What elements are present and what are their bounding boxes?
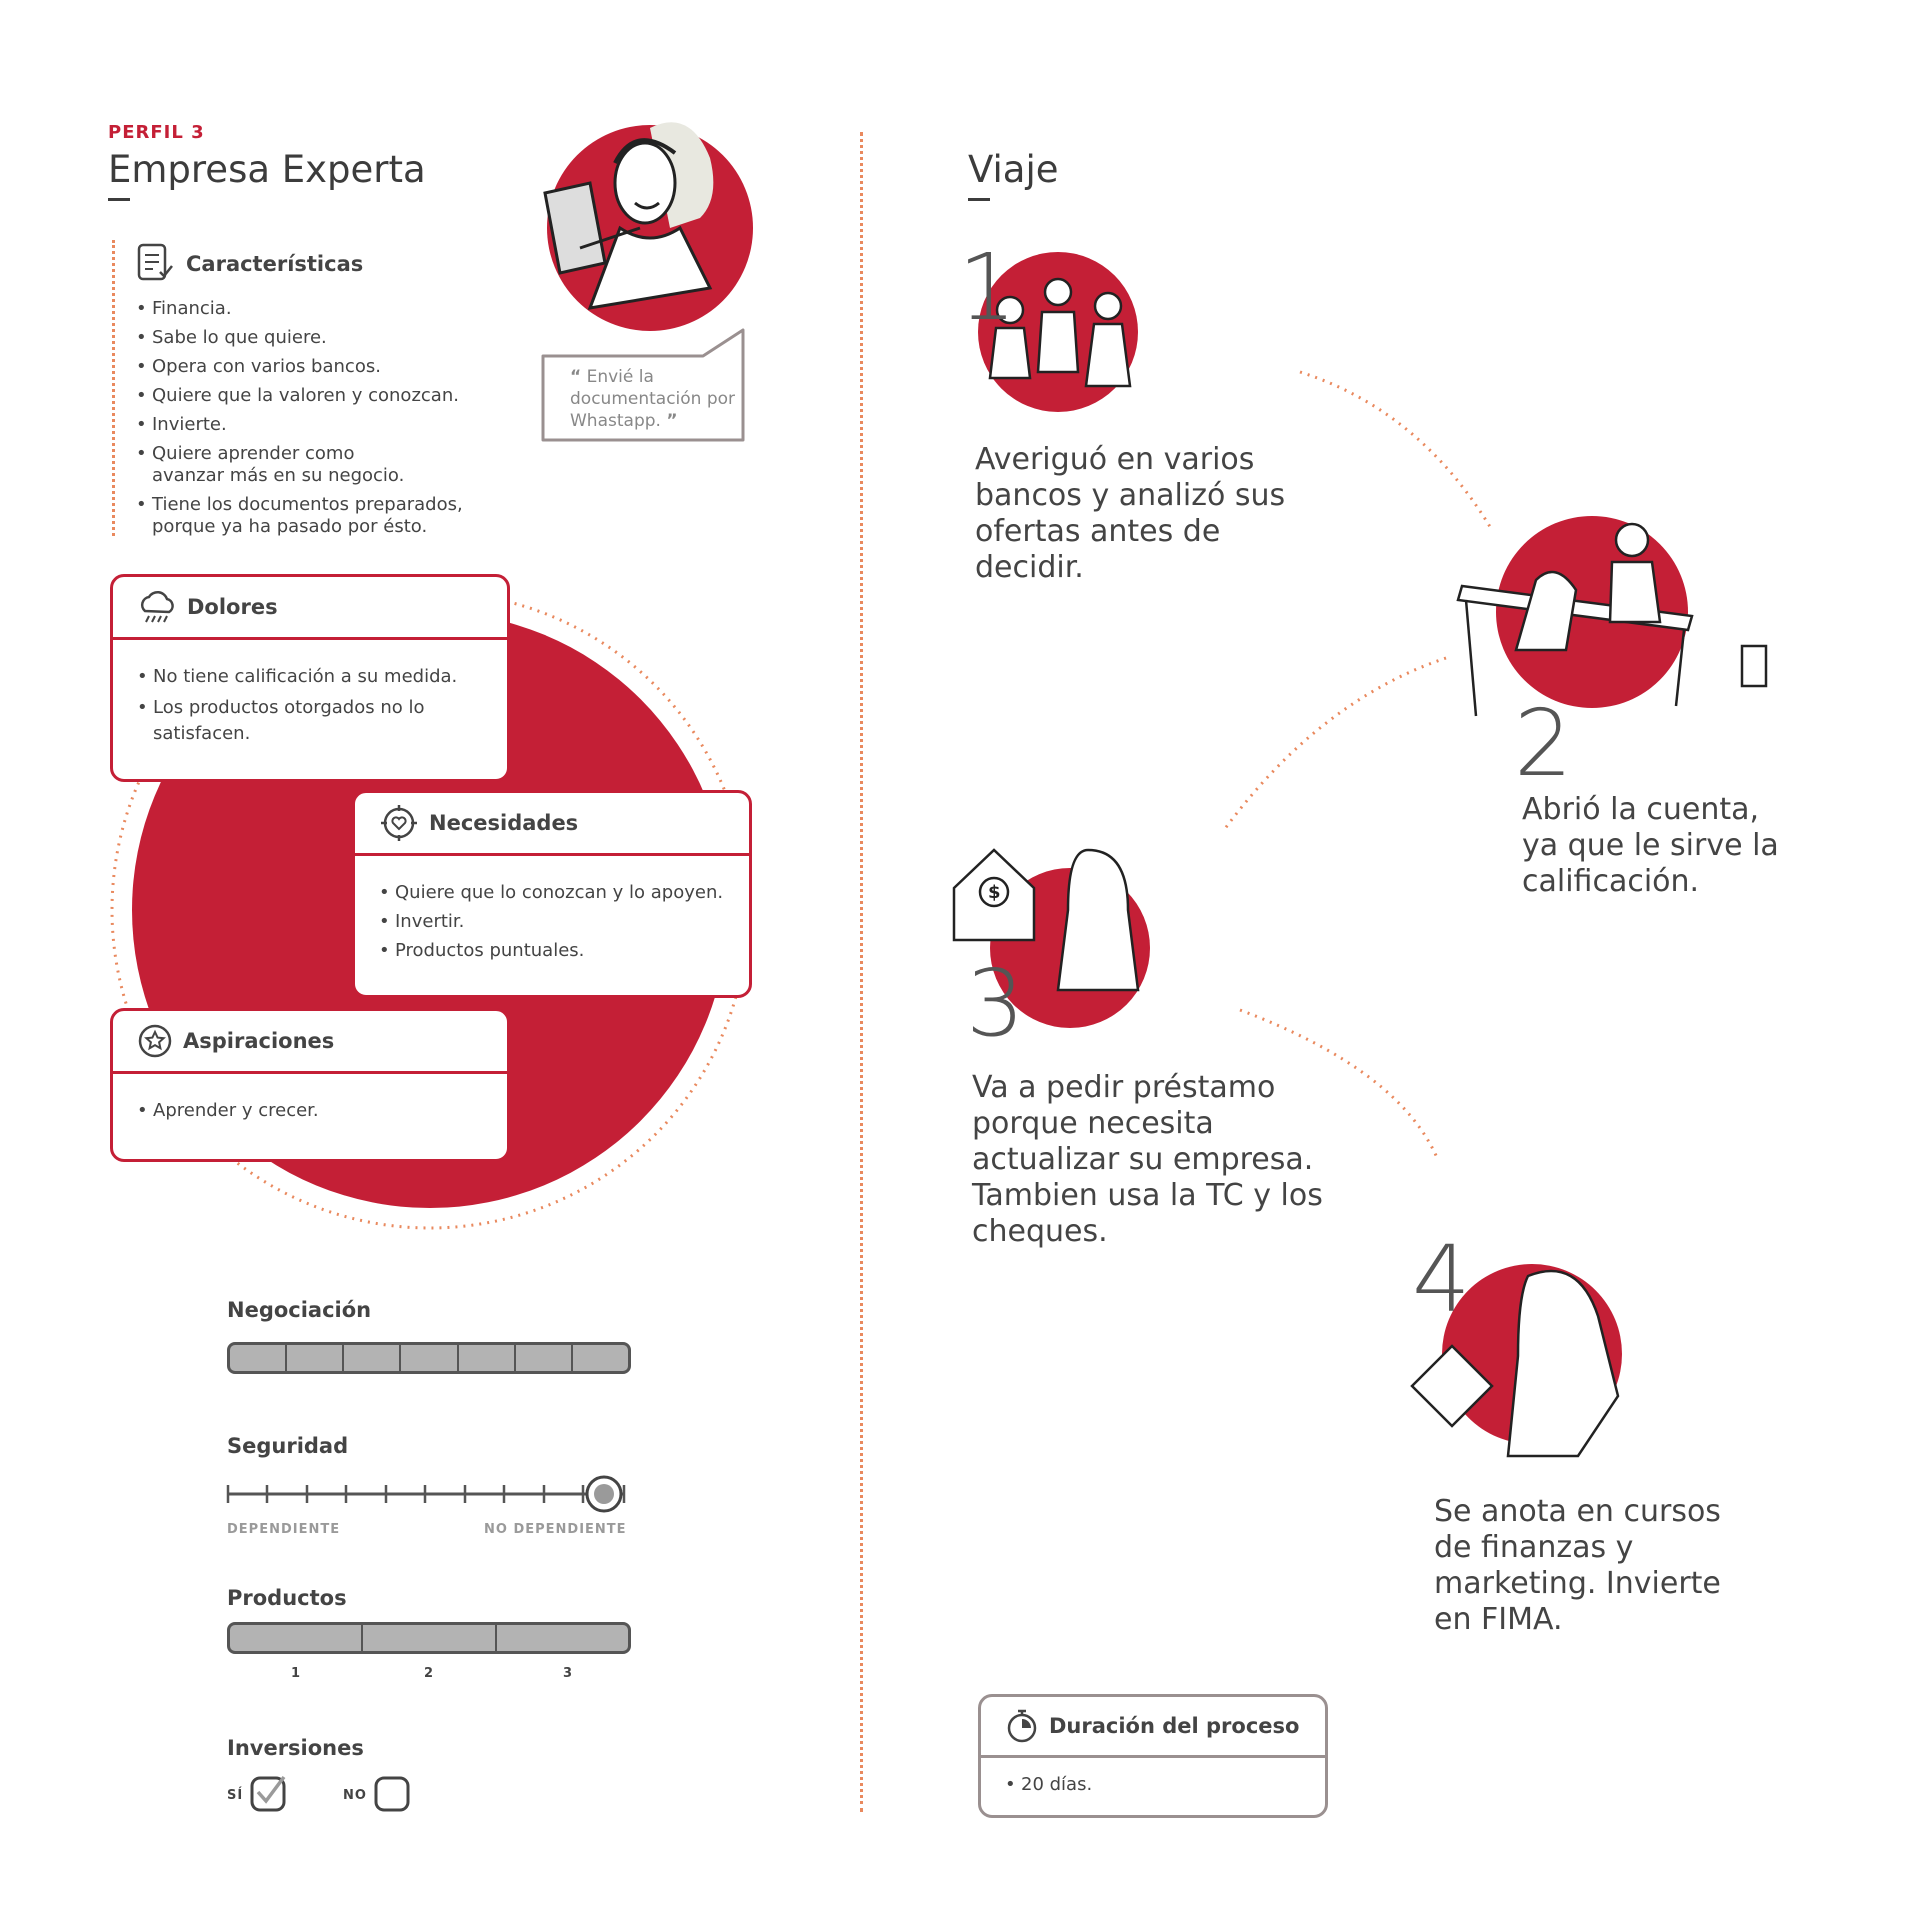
step-3-text: Va a pedir préstamo porque necesita actualizar su empresa. Tambien usa la TC y los cheques. <box>972 1070 1323 1249</box>
list-item: • No tiene calificación a su medida. <box>137 666 477 688</box>
star-badge-icon <box>137 1023 173 1059</box>
svg-text:$: $ <box>988 882 1001 903</box>
center-divider <box>860 132 863 1812</box>
step-4-text: Se anota en cursos de finanzas y marketing. Invierte en FIMA. <box>1434 1494 1721 1637</box>
list-item: • Quiere aprender como avanzar más en su negocio. <box>136 443 422 487</box>
necesidades-card <box>352 790 752 998</box>
list-item: • Tiene los documentos preparados, porque ya ha pasado por ésto. <box>136 494 482 538</box>
productos-tick-2: 2 <box>424 1666 435 1681</box>
aspiraciones-title: Aspiraciones <box>183 1029 335 1053</box>
caracteristicas-divider <box>112 240 115 536</box>
persona-illustration <box>520 108 770 348</box>
seguridad-scale <box>224 1474 634 1514</box>
title-underline <box>108 198 130 201</box>
quote-text: “ Envié la documentación por Whastapp. ” <box>570 367 736 431</box>
negociacion-label: Negociación <box>227 1298 372 1322</box>
seguridad-min-label: DEPENDIENTE <box>227 1522 341 1537</box>
productos-bar <box>227 1622 631 1654</box>
profile-tag: PERFIL 3 <box>108 122 205 143</box>
step-2-illustration <box>1456 506 1796 746</box>
list-item: • Opera con varios bancos. <box>136 356 476 378</box>
stopwatch-icon <box>1005 1708 1039 1744</box>
list-item: • Quiere que lo conozcan y lo apoyen. <box>379 882 749 904</box>
journey-title-underline <box>968 198 990 201</box>
list-item: • Invertir. <box>379 911 749 933</box>
rain-cloud-icon <box>137 589 177 625</box>
list-item: • Financia. <box>136 298 476 320</box>
journey-title: Viaje <box>968 148 1059 191</box>
step-3-number: 3 <box>966 950 1025 1057</box>
seguridad-max-label: NO DEPENDIENTE <box>484 1522 627 1537</box>
caracteristicas-title: Características <box>186 252 364 276</box>
aspiraciones-card <box>110 1008 510 1162</box>
inversiones-yes-checkbox[interactable] <box>248 1772 290 1814</box>
caracteristicas-list <box>136 298 476 545</box>
heart-target-icon <box>379 803 419 843</box>
seguridad-label: Seguridad <box>227 1434 349 1458</box>
duration-title: Duración del proceso <box>1049 1714 1300 1738</box>
productos-label: Productos <box>227 1586 347 1610</box>
list-item: • 20 días. <box>1005 1774 1325 1796</box>
list-item: • Quiere que la valoren y conozcan. <box>136 385 476 407</box>
inversiones-yes-label: SÍ <box>227 1788 244 1803</box>
step-2-text: Abrió la cuenta, ya que le sirve la calificación. <box>1522 792 1779 899</box>
inversiones-label: Inversiones <box>227 1736 364 1760</box>
negociacion-bar <box>227 1342 631 1374</box>
step-1-text: Averiguó en varios bancos y analizó sus ofertas antes de decidir. <box>975 442 1286 585</box>
duration-card <box>978 1694 1328 1818</box>
clipboard-icon <box>136 242 174 284</box>
dolores-title: Dolores <box>187 595 278 619</box>
dolores-card <box>110 574 510 782</box>
productos-tick-1: 1 <box>291 1666 302 1681</box>
step-1-number: 1 <box>958 234 1017 341</box>
list-item: • Los productos otorgados no lo satisfacen. <box>137 695 443 747</box>
step-2-number: 2 <box>1514 690 1573 797</box>
page-title: Empresa Experta <box>108 148 426 191</box>
list-item: • Sabe lo que quiere. <box>136 327 476 349</box>
list-item: • Invierte. <box>136 414 476 436</box>
list-item: • Aprender y crecer. <box>137 1100 507 1122</box>
step-4-number: 4 <box>1412 1226 1471 1333</box>
list-item: • Productos puntuales. <box>379 940 749 962</box>
inversiones-no-label: NO <box>343 1788 367 1803</box>
necesidades-title: Necesidades <box>429 811 579 835</box>
productos-tick-3: 3 <box>563 1666 574 1681</box>
inversiones-no-checkbox[interactable] <box>372 1772 414 1814</box>
